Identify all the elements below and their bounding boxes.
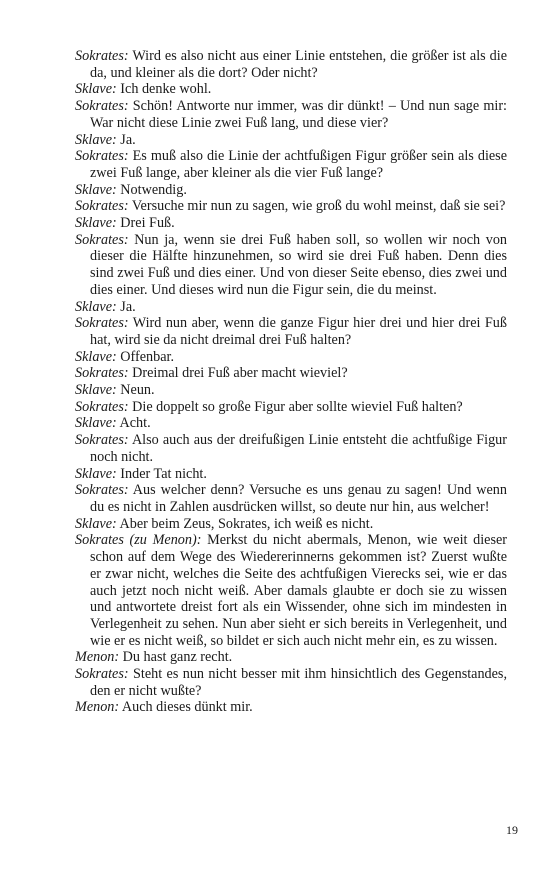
dialogue-turn	[75, 649, 507, 666]
speaker-name: Sklave:	[75, 348, 117, 365]
speaker-name: Sokrates (zu Menon):	[75, 532, 202, 549]
dialogue-turn	[75, 399, 507, 416]
dialogue-text: Also auch aus der dreifußigen Linie entsteht die achtfußige Figur noch nicht.	[90, 432, 508, 465]
speaker-name: Menon:	[75, 649, 120, 666]
dialogue-text: Ja.	[120, 298, 136, 315]
speaker-name: Sokrates:	[75, 365, 129, 382]
speaker-name: Sklave:	[75, 215, 117, 232]
dialogue-turn	[75, 365, 507, 382]
dialogue-turn	[75, 466, 507, 483]
speaker-name: Sokrates:	[75, 198, 129, 215]
dialogue-turn	[75, 349, 507, 366]
dialogue-text: Aber beim Zeus, Sokrates, ich weiß es nicht.	[119, 515, 374, 532]
dialogue-text: Du hast ganz recht.	[122, 649, 233, 666]
dialogue-turn	[75, 215, 507, 232]
dialogue-turn	[75, 299, 507, 316]
speaker-name: Sokrates:	[75, 48, 129, 64]
dialogue-text: Ich denke wohl.	[120, 81, 212, 98]
page-body	[75, 48, 507, 716]
dialogue-text: Es muß also die Linie der achtfußigen Figur größer sein als diese zwei Fuß lange, aber kleiner als die vier Fuß lange?	[90, 148, 507, 181]
dialogue-turn	[75, 516, 507, 533]
dialogue-text: Wird nun aber, wenn die ganze Figur hier drei und hier drei Fuß hat, wird sie da nicht dreimal drei Fuß halten?	[90, 315, 507, 348]
dialogue-turn	[75, 699, 507, 716]
speaker-name: Sokrates:	[75, 482, 129, 499]
speaker-name: Sokrates:	[75, 98, 129, 115]
dialogue-turn	[75, 532, 507, 649]
dialogue-turn	[75, 666, 507, 699]
dialogue-text: Die doppelt so große Figur aber sollte wieviel Fuß halten?	[132, 398, 463, 415]
dialogue-text: Versuche mir nun zu sagen, wie groß du wohl meinst, daß sie sei?	[131, 198, 506, 215]
speaker-name: Sokrates:	[75, 398, 129, 415]
speaker-name: Sokrates:	[75, 666, 129, 683]
dialogue-turn	[75, 98, 507, 131]
dialogue-text: Acht.	[119, 415, 151, 432]
speaker-name: Sokrates:	[75, 432, 129, 449]
dialogue-text: Offenbar.	[120, 348, 175, 365]
speaker-name: Sklave:	[75, 465, 117, 482]
dialogue-turn	[75, 232, 507, 299]
dialogue-turn	[75, 182, 507, 199]
dialogue-turn	[75, 482, 507, 515]
speaker-name: Sokrates:	[75, 231, 129, 248]
dialogue-turn	[75, 48, 507, 81]
page-number: 19	[506, 823, 518, 837]
dialogue-turn	[75, 382, 507, 399]
dialogue-turn	[75, 81, 507, 98]
speaker-name: Sokrates:	[75, 148, 129, 165]
dialogue-text: Ja.	[120, 131, 136, 148]
dialogue-text: Notwendig.	[120, 181, 187, 198]
speaker-name: Sklave:	[75, 382, 117, 399]
dialogue-turn	[75, 148, 507, 181]
dialogue-text: Neun.	[120, 382, 155, 399]
dialogue-text: Drei Fuß.	[120, 215, 175, 232]
dialogue-turn	[75, 132, 507, 149]
speaker-name: Sklave:	[75, 298, 117, 315]
dialogue-text: Merkst du nicht abermals, Menon, wie weit dieser schon auf dem Wege des Wiedererinnerns gekommen ist? Zuerst wußte er zwar nicht, welches die Seite des achtfußigen Vierecks sei, wie er das auch jetzt noch nicht weiß. Aber damals glaubte er doch sie zu wissen und antwortete dreist fort als ein Wissender, ohne sich im mindesten in Verlegenheit zu sehen. Nun aber sieht er sich bereits in Verlegenheit, und wie er es nicht weiß, so bildet er sich auch nicht mehr ein, es zu wissen.	[90, 532, 508, 649]
dialogue-turn	[75, 315, 507, 348]
speaker-name: Sklave:	[75, 415, 117, 432]
speaker-name: Menon:	[75, 699, 120, 716]
speaker-name: Sklave:	[75, 181, 117, 198]
dialogue-text: Steht es nun nicht besser mit ihm hinsichtlich des Gegenstandes, den er nicht wußte?	[90, 666, 508, 699]
speaker-name: Sklave:	[75, 131, 117, 148]
dialogue-text: Schön! Antworte nur immer, was dir dünkt! – Und nun sage mir: War nicht diese Linie zwei Fuß lang, und diese vier?	[90, 98, 508, 131]
dialogue-text: Dreimal drei Fuß aber macht wieviel?	[132, 365, 348, 382]
dialogue-text: Inder Tat nicht.	[120, 465, 207, 482]
dialogue-text: Nun ja, wenn sie drei Fuß haben soll, so wollen wir noch von dieser die Hälfte hinzunehmen, so wird sie drei Fuß haben. Denn dies sind zwei Fuß und dies einer. Und von dieser Seite ebenso, dies zwei und dies einer. Und dieses wird nun die Figur sein, die du meinst.	[90, 231, 508, 298]
dialogue-text: Aus welcher denn? Versuche es uns genau zu sagen! Und wenn du es nicht in Zahlen ausdrücken willst, so deute nur hin, aus welcher!	[90, 482, 507, 515]
speaker-name: Sklave:	[75, 515, 117, 532]
dialogue-text: Auch dieses dünkt mir.	[121, 699, 253, 716]
dialogue-turn	[75, 432, 507, 465]
dialogue-turn	[75, 198, 507, 215]
dialogue-turn	[75, 415, 507, 432]
speaker-name: Sokrates:	[75, 315, 129, 332]
dialogue-text: Wird es also nicht aus einer Linie entstehen, die größer ist als die da, und kleiner als die dort? Oder nicht?	[90, 48, 507, 81]
speaker-name: Sklave:	[75, 81, 117, 98]
